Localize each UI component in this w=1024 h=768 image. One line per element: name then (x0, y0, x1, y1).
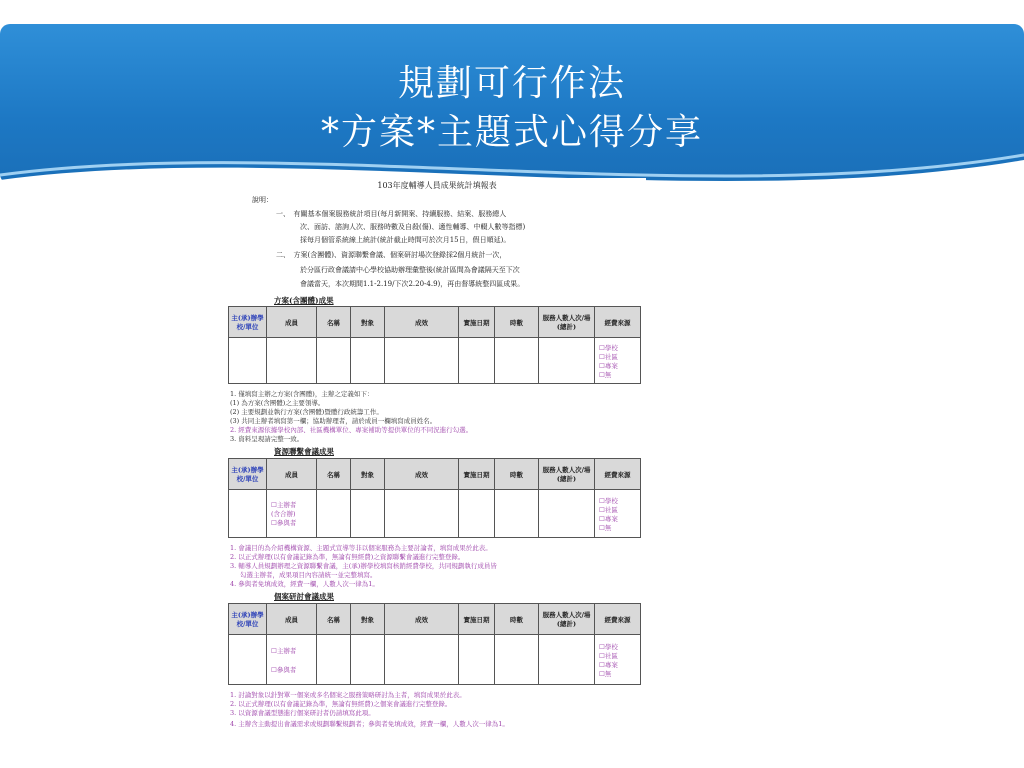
note-line: (3) 共同主辦者填寫第一欄；協助辦理者，請於成員一欄填寫成員姓名。 (230, 417, 437, 425)
header-cell: 名稱 (317, 307, 351, 338)
member-checkbox[interactable]: ☐主辦者 (271, 501, 297, 509)
explain-line: 一、 有關基本個案服務統計項目(每月新開案、持續服務、結案、服務總人 (276, 210, 507, 218)
table-header-row (229, 604, 641, 635)
header-cell: 時數 (495, 604, 539, 635)
table-row (229, 635, 641, 685)
explain-line: 二、 方案(含團體)、資源聯繫會議、個案研討場次登錄採2個月統計一次， (276, 251, 507, 259)
explain-label: 說明： (252, 196, 273, 204)
funding-cell (595, 635, 641, 685)
header-cell: 服務人數人次/場(總計) (539, 459, 595, 490)
section-title: 資源聯繫會議成果 (274, 447, 334, 456)
funding-checkbox[interactable]: ☐無 (599, 669, 612, 678)
funding-checkbox[interactable]: ☐專案 (599, 361, 618, 370)
note-line: (2) 主要規劃並執行方案(含團體)暨體行政統籌工作。 (230, 408, 383, 416)
header-cell: 名稱 (317, 459, 351, 490)
note-line: 2. 經費來源依據學校內部、社區機構單位、專案補助等提供單位的不同況進行勾選。 (230, 426, 473, 434)
member-option-note: (含合辦) (271, 510, 296, 518)
funding-checkbox[interactable]: ☐專案 (599, 514, 618, 523)
header-cell: 成員 (267, 604, 317, 635)
member-checkbox[interactable]: ☐主辦者 (271, 646, 297, 655)
header-cell: 經費來源 (595, 307, 641, 338)
header-cell: 經費來源 (595, 604, 641, 635)
note-line: 1. 討論對象以針對單一個案或多名個案之服務策略研討為主者，填寫成果於此表。 (230, 691, 466, 699)
note-line: 1. 會議目的為介紹機構資源、主題式宣導等非以個案服務為主要討論者，填寫成果於此表。 (230, 544, 492, 552)
funding-checkbox[interactable]: ☐社區 (599, 352, 618, 361)
table-header-row (229, 459, 641, 490)
header-cell: 成員 (267, 307, 317, 338)
funding-checkbox[interactable]: ☐無 (599, 523, 612, 532)
member-cell (267, 635, 317, 685)
slide-title: 規劃可行作法 (397, 63, 626, 104)
table-row (229, 490, 641, 538)
member-checkbox[interactable]: ☐參與者 (271, 665, 297, 674)
section-table (228, 306, 641, 384)
header-cell: 成效 (385, 459, 459, 490)
header-cell: 時數 (495, 307, 539, 338)
report-form-image (228, 178, 646, 758)
header-cell: 實施日期 (459, 604, 495, 635)
note-line: 4. 主辦含主動提出會議需求或規劃聯繫規劃者；參與者免填成效，經費一欄，人數人次一律為1。 (230, 720, 509, 728)
explain-line: 會議當天，本次期間1.1-2.19/下次2.20-4.9)，再由督導統整四區成果。 (300, 280, 525, 288)
header-cell: 實施日期 (459, 307, 495, 338)
header-cell: 名稱 (317, 604, 351, 635)
header-cell: 成效 (385, 604, 459, 635)
funding-cell (595, 338, 641, 384)
funding-checkbox[interactable]: ☐社區 (599, 651, 618, 660)
header-cell: 對象 (351, 604, 385, 635)
explain-line: 次、面訪、諮詢人次、服務時數及自殺(傷)、適性輔導、中輟人數等指標) (300, 223, 526, 231)
section-table (228, 458, 641, 538)
table-row (229, 338, 641, 384)
member-checkbox[interactable]: ☐參與者 (271, 519, 297, 527)
explain-line: 採每月個管系統線上統計(統計截止時間可於次月15日，假日順延)。 (300, 236, 511, 244)
note-line: 3. 以資源會議型態進行個案研討者仍請填寫此項。 (230, 709, 375, 717)
header-cell: 服務人數人次/場(總計) (539, 307, 595, 338)
note-line: 3. 資料呈現請完整一致。 (230, 435, 304, 443)
note-line: 2. 以正式辦理(以有會議記錄為準，無論有無經費)之個案會議進行完整登錄。 (230, 700, 452, 708)
header-cell: 對象 (351, 307, 385, 338)
section-table (228, 603, 641, 685)
form-title: 103年度輔導人員成果統計填報表 (377, 181, 497, 190)
explain-line: 於分區行政會議請中心學校協助辦理彙整後(統計區間為會議隔天至下次 (300, 266, 520, 274)
funding-checkbox[interactable]: ☐專案 (599, 660, 618, 669)
note-line: (1) 為方案(含團體)之主要領導。 (230, 399, 325, 407)
funding-checkbox[interactable]: ☐無 (599, 370, 612, 379)
note-line: 1. 僅填寫主辦之方案(含團體)，主辦之定義如下： (230, 390, 374, 398)
header-cell: 主(承)辦學校/單位 (229, 307, 267, 338)
slide-subtitle: *方案*主題式心得分享 (320, 112, 703, 153)
funding-checkbox[interactable]: ☐社區 (599, 505, 618, 514)
header-cell: 服務人數人次/場(總計) (539, 604, 595, 635)
note-line: 勾選主辦者，成果項目內容請統一並完整填寫。 (240, 571, 377, 579)
funding-cell (595, 490, 641, 538)
section-title: 方案(含團體)成果 (274, 296, 334, 305)
note-line: 2. 以正式辦理(以有會議記錄為準，無論有無經費)之資源聯繫會議進行完整登錄。 (230, 553, 465, 561)
funding-checkbox[interactable]: ☐學校 (599, 642, 618, 651)
header-cell: 主(承)辦學校/單位 (229, 459, 267, 490)
header-cell: 時數 (495, 459, 539, 490)
table-header-row (229, 307, 641, 338)
note-line: 4. 參與者免填成效，經費一欄，人數人次一律為1。 (230, 580, 379, 588)
header-cell: 經費來源 (595, 459, 641, 490)
header-cell: 主(承)辦學校/單位 (229, 604, 267, 635)
header-cell: 成員 (267, 459, 317, 490)
note-line: 3. 輔導人員規劃辦理之資源聯繫會議，主(承)辦學校填寫核銷經費學校，共同規劃執行成員皆 (230, 562, 497, 570)
section-title: 個案研討會議成果 (274, 592, 334, 601)
funding-checkbox[interactable]: ☐學校 (599, 496, 618, 505)
member-cell (267, 490, 317, 538)
header-cell: 實施日期 (459, 459, 495, 490)
funding-checkbox[interactable]: ☐學校 (599, 343, 618, 352)
header-cell: 對象 (351, 459, 385, 490)
header-cell: 成效 (385, 307, 459, 338)
